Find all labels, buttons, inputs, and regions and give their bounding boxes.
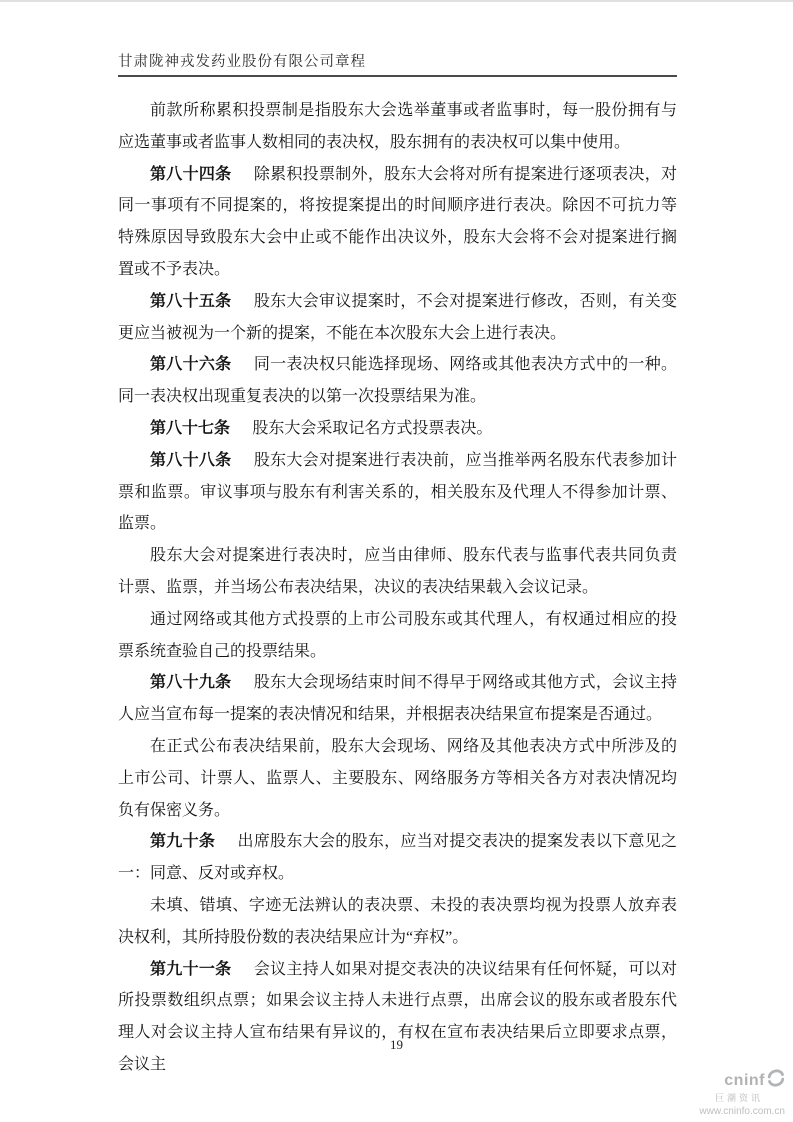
article-number: 第八十八条 bbox=[150, 451, 232, 469]
paragraph-text: 通过网络或其他方式投票的上市公司股东或其代理人，有权通过相应的投票系统查验自己的投票结果。 bbox=[118, 610, 677, 660]
page-number: 19 bbox=[390, 1037, 403, 1052]
document-header-title: 甘肃陇神戎发药业股份有限公司章程 bbox=[118, 54, 366, 70]
cninfo-brand-text: cninf bbox=[724, 1071, 765, 1089]
paragraph bbox=[118, 890, 677, 954]
paragraph bbox=[118, 667, 677, 731]
paragraph bbox=[118, 954, 677, 1081]
paragraph-text: 除累积投票制外，股东大会将对所有提案进行逐项表决，对同一事项有不同提案的，将按提案提出的时间顺序进行表决。除因不可抗力等特殊原因导致股东大会中止或不能作出决议外，股东大会将不会对提案进行搁置或不予表决。 bbox=[118, 165, 677, 278]
article-number: 第八十九条 bbox=[150, 674, 232, 692]
cninfo-url: www.cninfo.com.cn bbox=[699, 1106, 785, 1118]
article-number: 第八十四条 bbox=[150, 165, 232, 183]
paragraph-text: 股东大会对提案进行表决时，应当由律师、股东代表与监事代表共同负责计票、监票，并当场公布表决结果，决议的表决结果载入会议记录。 bbox=[118, 547, 677, 596]
cninfo-logo bbox=[699, 1069, 785, 1117]
article-number: 第八十五条 bbox=[150, 292, 232, 310]
paragraph bbox=[118, 731, 677, 826]
article-number: 第九十一条 bbox=[150, 960, 232, 978]
paragraph bbox=[118, 445, 677, 540]
paragraph bbox=[118, 159, 677, 286]
paragraph bbox=[118, 349, 677, 413]
paragraph bbox=[118, 604, 677, 668]
paragraph-text: 同一表决权只能选择现场、网络或其他表决方式中的一种。同一表决权出现重复表决的以第一次投票结果为准。 bbox=[118, 356, 677, 406]
page-top-border bbox=[0, 0, 793, 2]
document-header bbox=[118, 50, 677, 77]
article-number: 第八十七条 bbox=[150, 419, 231, 437]
paragraph bbox=[118, 95, 677, 159]
paragraph-text: 出席股东大会的股东，应当对提交表决的提案发表以下意见之一：同意、反对或弃权。 bbox=[118, 833, 677, 883]
paragraph-text: 会议主持人如果对提交表决的决议结果有任何怀疑，可以对所投票数组织点票；如果会议主持人未进行点票，出席会议的股东或者股东代理人对会议主持人宣布结果有异议的，有权在宣布表决结果后立即要求点票，会议主 bbox=[118, 960, 677, 1073]
paragraph-text: 前款所称累积投票制是指股东大会选举董事或者监事时，每一股份拥有与应选董事或者监事人数相同的表决权，股东拥有的表决权可以集中使用。 bbox=[118, 102, 677, 151]
paragraph bbox=[118, 413, 677, 445]
article-number: 第八十六条 bbox=[150, 356, 232, 374]
swirl-icon bbox=[767, 1069, 785, 1092]
paragraph-text: 股东大会审议提案时，不会对提案进行修改，否则，有关变更应当被视为一个新的提案，不能在本次股东大会上进行表决。 bbox=[118, 292, 677, 342]
paragraph-text: 股东大会对提案进行表决前，应当推举两名股东代表参加计票和监票。审议事项与股东有利害关系的，相关股东及代理人不得参加计票、监票。 bbox=[118, 451, 677, 533]
paragraph-text: 未填、错填、字迹无法辨认的表决票、未投的表决票均视为投票人放弃表决权利，其所持股份数的表决结果应计为“弃权”。 bbox=[118, 896, 677, 946]
paragraph-text: 股东大会现场结束时间不得早于网络或其他方式，会议主持人应当宣布每一提案的表决情况和结果，并根据表决结果宣布提案是否通过。 bbox=[118, 674, 677, 724]
document-body bbox=[118, 95, 677, 1081]
paragraph bbox=[118, 286, 677, 350]
cninfo-logo-row bbox=[724, 1069, 785, 1092]
cninfo-chinese-name: 巨潮资讯 bbox=[714, 1092, 763, 1103]
paragraph-text: 在正式公布表决结果前，股东大会现场、网络及其他表决方式中所涉及的上市公司、计票人、监票人、主要股东、网络服务方等相关各方对表决情况均负有保密义务。 bbox=[118, 737, 677, 819]
paragraph bbox=[118, 540, 677, 604]
article-number: 第九十条 bbox=[150, 833, 216, 851]
paragraph-text: 股东大会采取记名方式投票表决。 bbox=[252, 419, 493, 437]
paragraph bbox=[118, 826, 677, 890]
